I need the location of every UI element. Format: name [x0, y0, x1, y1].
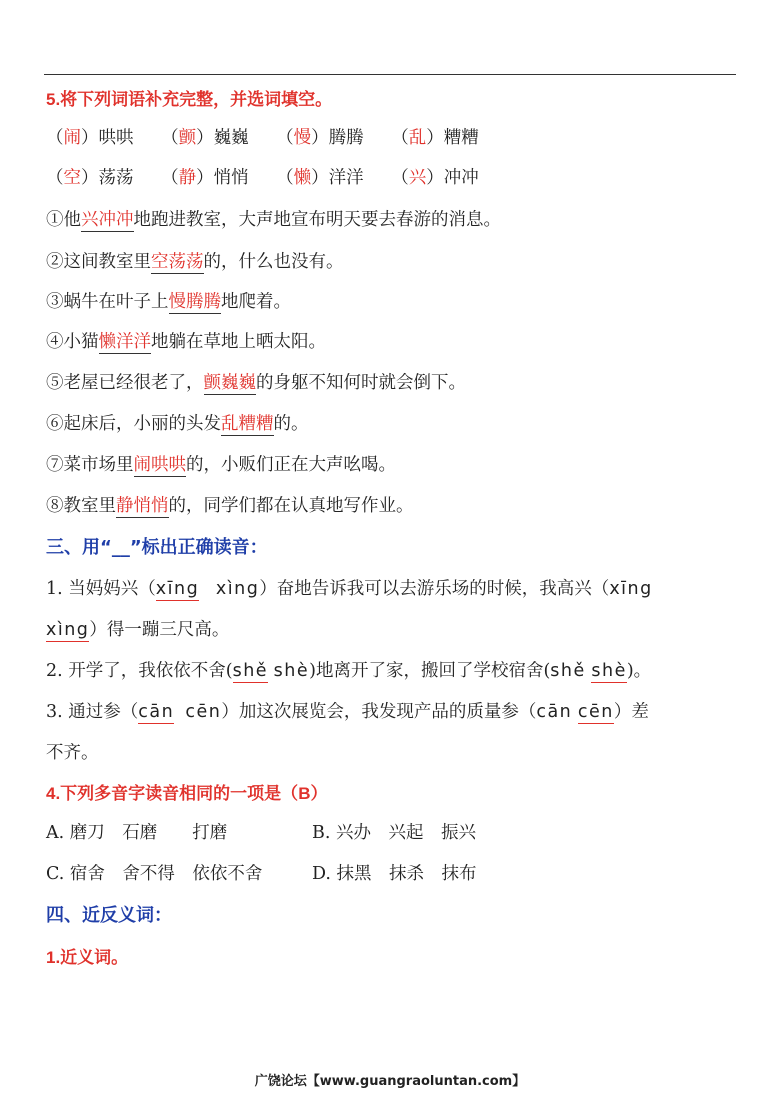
- answer-word: 慢腾腾: [168, 292, 221, 312]
- pinyin-answer: xīng: [155, 579, 200, 599]
- pinyin-q2: 2. 开学了，我依依不舍(shě shè)地离开了家，搬回了学校宿舍(shě shè)。: [46, 661, 652, 681]
- word-pair: （静）悄悄: [161, 168, 249, 188]
- section4-title: 四、近反义词：: [46, 905, 172, 926]
- pinyin-option: shè: [273, 661, 310, 681]
- pinyin-answer: shě: [232, 661, 269, 681]
- sentence-4: ④小猫懒洋洋地躺在草地上晒太阳。: [46, 332, 326, 352]
- fill-char: 乱: [408, 128, 427, 148]
- footer-text: 广饶论坛【www.guangraoluntan.com】: [254, 1074, 526, 1089]
- top-rule: [44, 74, 736, 75]
- section5-title: 5.将下列词语补充完整，并选词填空。: [46, 90, 333, 109]
- section3-title: 三、用“__”标出正确读音：: [46, 537, 268, 558]
- sentence-2: ②这间教室里空荡荡的，什么也没有。: [46, 252, 344, 272]
- answer-word: 静悄悄: [116, 496, 169, 516]
- sentence-3: ③蜗牛在叶子上慢腾腾地爬着。: [46, 292, 291, 312]
- word-pair: （闹）哄哄: [46, 128, 134, 148]
- fill-char: 空: [63, 168, 81, 188]
- pinyin-answer: xìng: [46, 620, 90, 640]
- answer-letter: B: [298, 784, 311, 803]
- options-row-1: [46, 821, 476, 845]
- answer-word: 颤巍巍: [203, 373, 256, 393]
- word-pairs-row-1: [46, 126, 501, 150]
- word-pair: （懒）洋洋: [276, 168, 364, 188]
- pinyin-option: shě: [550, 661, 586, 681]
- answer-word: 空荡荡: [151, 252, 204, 272]
- word-pair: （乱）糟糟: [391, 128, 479, 148]
- word-pair: （兴）冲冲: [391, 168, 479, 188]
- answer-word: 乱糟糟: [221, 414, 274, 434]
- pinyin-option: xīng: [609, 579, 653, 599]
- pinyin-option: cān: [536, 702, 573, 722]
- options-row-2: [46, 862, 477, 886]
- fill-char: 懒: [293, 168, 312, 188]
- option-b: B. 兴办 兴起 振兴: [312, 823, 476, 843]
- fill-char: 闹: [63, 128, 81, 148]
- fill-char: 慢: [293, 128, 312, 148]
- fill-char: 兴: [408, 168, 427, 188]
- section4q-title: 4.下列多音字读音相同的一项是（B）: [46, 784, 328, 803]
- word-pairs-row-2: [46, 166, 501, 190]
- pinyin-answer: shè: [591, 661, 627, 681]
- pinyin-option: xìng: [215, 579, 260, 599]
- pinyin-option: cēn: [185, 702, 222, 722]
- pinyin-q3-line1: 3. 通过参（cān cēn）加这次展览会，我发现产品的质量参（cān cēn）差: [46, 702, 649, 722]
- pinyin-answer: cēn: [577, 702, 614, 722]
- answer-word: 兴冲冲: [81, 210, 134, 230]
- pinyin-q3-line2: 不齐。: [46, 743, 99, 763]
- word-pair: （慢）腾腾: [276, 128, 364, 148]
- synonyms-subtitle: 1.近义词。: [46, 948, 129, 967]
- option-d: D. 抹黑 抹杀 抹布: [312, 864, 477, 884]
- sentence-6: ⑥起床后，小丽的头发乱糟糟的。: [46, 414, 309, 434]
- sentence-5: ⑤老屋已经很老了，颤巍巍的身躯不知何时就会倒下。: [46, 373, 466, 393]
- fill-char: 颤: [178, 128, 197, 148]
- pinyin-q1-line2: xìng）得一蹦三尺高。: [46, 620, 230, 640]
- pinyin-q1-line1: 1. 当妈妈兴（xīng xìng）奋地告诉我可以去游乐场的时候，我高兴（xīng: [46, 579, 653, 599]
- fill-char: 静: [178, 168, 197, 188]
- word-pair: （颤）巍巍: [161, 128, 249, 148]
- option-a: A. 磨刀 石磨 打磨: [46, 823, 228, 843]
- sentence-1: ①他兴冲冲地跑进教室，大声地宣布明天要去春游的消息。: [46, 210, 501, 230]
- sentence-7: ⑦菜市场里闹哄哄的，小贩们正在大声吆喝。: [46, 455, 396, 475]
- sentence-8: ⑧教室里静悄悄的，同学们都在认真地写作业。: [46, 496, 414, 516]
- answer-word: 闹哄哄: [133, 455, 186, 475]
- word-pair: （空）荡荡: [46, 168, 134, 188]
- pinyin-answer: cān: [138, 702, 175, 722]
- option-c: C. 宿舍 舍不得 依依不舍: [46, 864, 263, 884]
- answer-word: 懒洋洋: [98, 332, 151, 352]
